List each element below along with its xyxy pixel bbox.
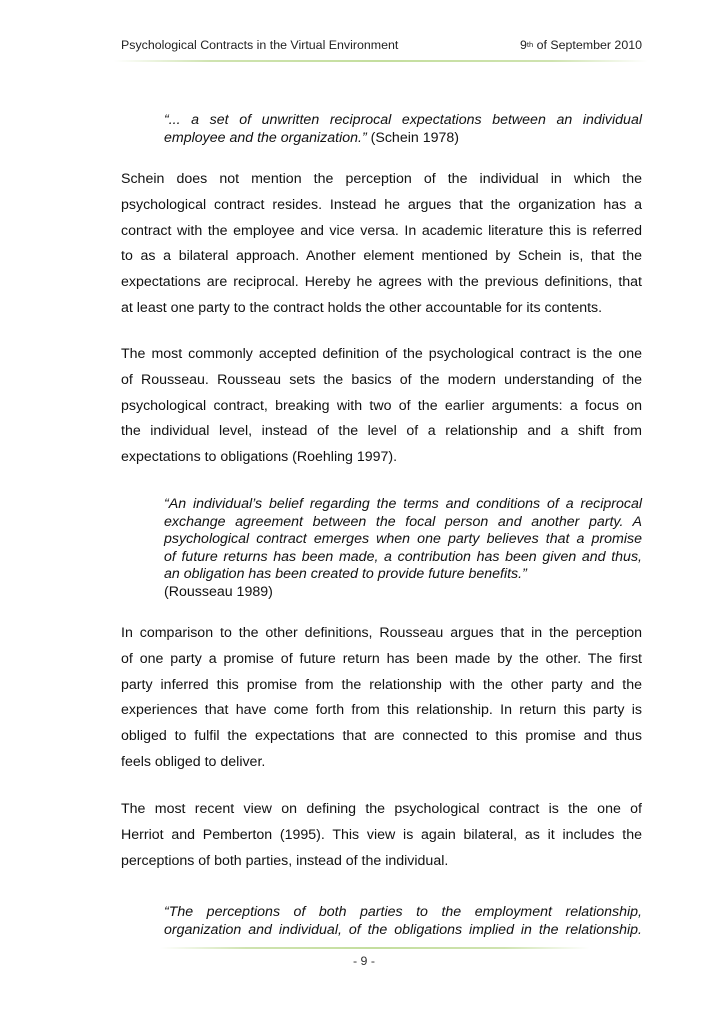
quote-citation: (Schein 1978) (366, 129, 459, 146)
header-date-day: 9 (519, 38, 527, 52)
paragraph-line: expectations to obligations (Roehling 1997). (121, 449, 398, 466)
quote-line: psychological contract emerges when one party believes that a promise (164, 531, 642, 547)
paragraph-line: the individual level, instead of the level of a relationship and a shift from (121, 423, 642, 440)
quote-last-line: employee and the organization.” (164, 129, 367, 146)
paragraph-rousseau (121, 342, 642, 471)
paragraph-line: Schein does not mention the perception of the individual in which the (121, 171, 642, 187)
header-date (520, 38, 642, 52)
paragraph-herriot (121, 797, 642, 874)
paragraph-line: expectations are reciprocal. Hereby he agrees with the previous definitions, that (121, 274, 642, 291)
paragraph-line: psychological contract resides. Instead he argues that the organization has a (121, 196, 642, 213)
paragraph-line: contract with the employee and vice versa. In academic literature this is referred (121, 222, 642, 239)
header-title: Psychological Contracts in the Virtual Environment (121, 38, 399, 52)
paragraph-line: perceptions of both parties, instead of the individual. (121, 852, 449, 869)
footer-divider (160, 947, 590, 949)
quote-line: “... a set of unwritten reciprocal expectations between an individual (164, 112, 642, 128)
paragraph-line: experiences that have come forth from this relationship. In return this party is (121, 702, 642, 719)
paragraph-line: The most commonly accepted definition of the psychological contract is the one (121, 346, 642, 362)
quote-line: exchange agreement between the focal person and another party. A (164, 513, 642, 530)
quote-schein (164, 112, 642, 147)
quote-line (164, 130, 642, 148)
paragraph-line: of one party a promise of future return has been made by the other. The first (121, 650, 642, 667)
quote-rousseau (164, 496, 642, 601)
paragraph-schein (121, 167, 642, 322)
quote-line: “An individual’s belief regarding the terms and conditions of a reciprocal (164, 496, 642, 512)
paragraph-comparison (121, 621, 642, 776)
header-date-suffix: th (526, 40, 534, 49)
paragraph-line: at least one party to the contract holds the other accountable for its contents. (121, 299, 603, 316)
paragraph-line: In comparison to the other definitions, Rousseau argues that in the perception (121, 625, 642, 641)
paragraph-line: party inferred this promise from the relationship with the other party and the (121, 676, 642, 693)
quote-herriot (164, 904, 642, 939)
paragraph-line: obliged to fulfil the expectations that are connected to this promise and thus (121, 728, 642, 745)
paragraph-line: Herriot and Pemberton (1995). This view is again bilateral, as it includes the (121, 826, 642, 843)
header-divider (114, 60, 648, 62)
header-date-rest: of September 2010 (533, 38, 642, 52)
quote-line: “The perceptions of both parties to the employment relationship, (164, 904, 642, 920)
page-header (121, 38, 642, 58)
paragraph-line: to as a bilateral approach. Another element mentioned by Schein is, that the (121, 248, 642, 265)
quote-citation: (Rousseau 1989) (164, 583, 273, 600)
paragraph-line: feels obliged to deliver. (121, 753, 266, 770)
quote-line: organization and individual, of the obligations implied in the relationship. (164, 921, 642, 938)
quote-line: an obligation has been created to provide future benefits.” (164, 566, 527, 582)
quote-line: of future returns has been made, a contribution has been given and thus, (164, 548, 642, 565)
paragraph-line: psychological contract, breaking with two of the earlier arguments: a focus on (121, 397, 642, 414)
paragraph-line: The most recent view on defining the psychological contract is the one of (121, 801, 642, 817)
paragraph-line: of Rousseau. Rousseau sets the basics of the modern understanding of the (121, 371, 642, 388)
page-number: - 9 - (352, 954, 376, 968)
